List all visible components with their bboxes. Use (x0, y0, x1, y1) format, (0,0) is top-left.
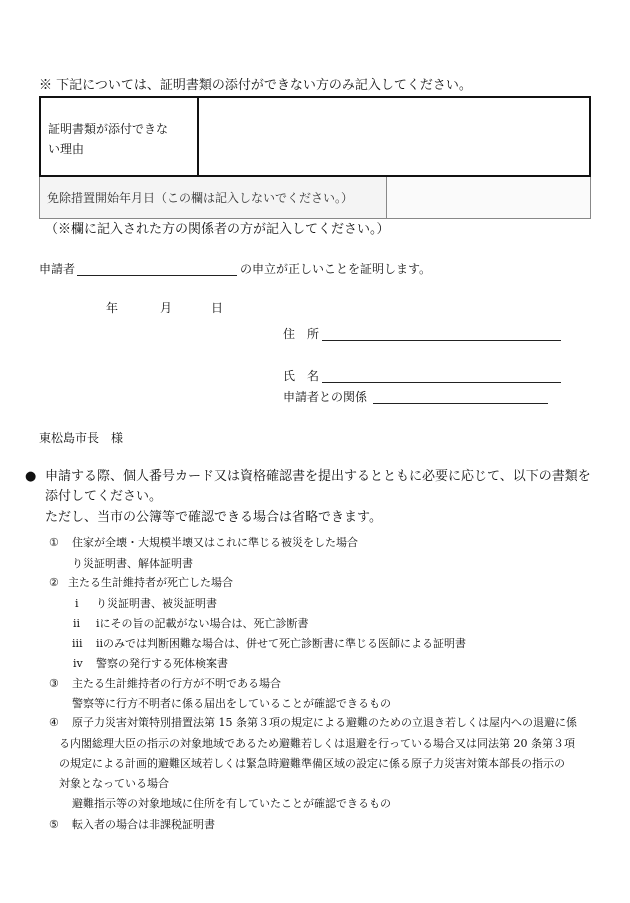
item3-document: 警察等に行方不明者に係る届出をしていることが確認できるもの (72, 697, 391, 710)
item3-title: 主たる生計維持者の行方が不明である場合 (72, 677, 281, 690)
reason-label-line2: い理由 (48, 142, 85, 156)
date-month: 月 (160, 301, 173, 315)
exemption-date-cell (387, 177, 590, 218)
item2-sub-number: ii (73, 617, 81, 630)
address-label: 住 所 (283, 327, 320, 341)
bullet-icon: ● (25, 469, 37, 484)
item1-number: ① (49, 536, 59, 549)
addressee: 東松島市長 様 (39, 431, 124, 445)
instructions-line2: 添付してください。 (45, 489, 163, 504)
reason-label-line1: 証明書類が添付できな (48, 122, 169, 136)
applicant-prefix: 申請者 (39, 262, 76, 276)
item2-number: ② (49, 576, 59, 589)
item2-sub-text: iiのみでは判断困難な場合は、併せて死亡診断書に準じる医師による証明書 (96, 637, 467, 650)
item4-document: 避難指示等の対象地域に住所を有していたことが確認できるもの (72, 797, 391, 810)
item4-line1: 原子力災害対策特別措置法第 15 条第３項の規定による避難のための立退き若しくは屋内への退避に係 (72, 716, 577, 729)
applicant-suffix: の申立が正しいことを証明します。 (240, 262, 432, 276)
instructions-line1: 申請する際、個人番号カード又は資格確認書を提出するとともに必要に応じて、以下の書類を (45, 469, 591, 484)
note-header: ※ 下記については、証明書類の添付ができない方のみ記入してください。 (39, 78, 472, 93)
applicant-name-line[interactable] (77, 275, 237, 276)
item4-line4: 対象となっている場合 (59, 777, 169, 790)
item2-sub-number: i (75, 597, 79, 610)
relation-line[interactable] (373, 403, 548, 404)
name-line[interactable] (322, 382, 561, 383)
item2-sub-text: iにその旨の記載がない場合は、死亡診断書 (96, 617, 309, 630)
item5-title: 転入者の場合は非課税証明書 (72, 818, 215, 831)
item1-document: り災証明書、解体証明書 (72, 557, 193, 570)
item2-title: 主たる生計維持者が死亡した場合 (68, 576, 233, 589)
exemption-row (39, 177, 591, 219)
item3-number: ③ (49, 677, 59, 690)
table-divider (197, 98, 199, 175)
reason-input-cell[interactable] (201, 100, 587, 173)
item2-sub-text: 警察の発行する死体検案書 (96, 657, 228, 670)
item2-sub-number: iv (73, 657, 83, 670)
relation-label: 申請者との関係 (283, 390, 368, 404)
exemption-divider (386, 177, 387, 218)
exemption-label: 免除措置開始年月日（この欄は記入しないでください。） (47, 191, 354, 205)
instructions-line3: ただし、当市の公簿等で確認できる場合は省略できます。 (45, 510, 382, 525)
item2-sub-number: iii (72, 637, 83, 650)
item4-number: ④ (49, 716, 59, 729)
item5-number: ⑤ (49, 818, 59, 831)
item4-line3: の規定による計画的避難区域若しくは緊急時避難準備区域の設定に係る原子力災害対策本部長の指示の (59, 757, 565, 770)
reason-table (39, 96, 591, 177)
date-year: 年 (106, 301, 119, 315)
item1-title: 住家が全壊・大規模半壊又はこれに準じる被災をした場合 (72, 536, 358, 549)
date-day: 日 (211, 301, 224, 315)
name-label: 氏 名 (283, 369, 320, 383)
address-line[interactable] (322, 340, 561, 341)
item4-line2: る内閣総理大臣の指示の対象地域であるため避難若しくは退避を行っている場合又は同法第 20 条第３項 (59, 737, 575, 750)
item2-sub-text: り災証明書、被災証明書 (96, 597, 217, 610)
related-note: （※欄に記入された方の関係者の方が記入してください。） (45, 222, 390, 237)
